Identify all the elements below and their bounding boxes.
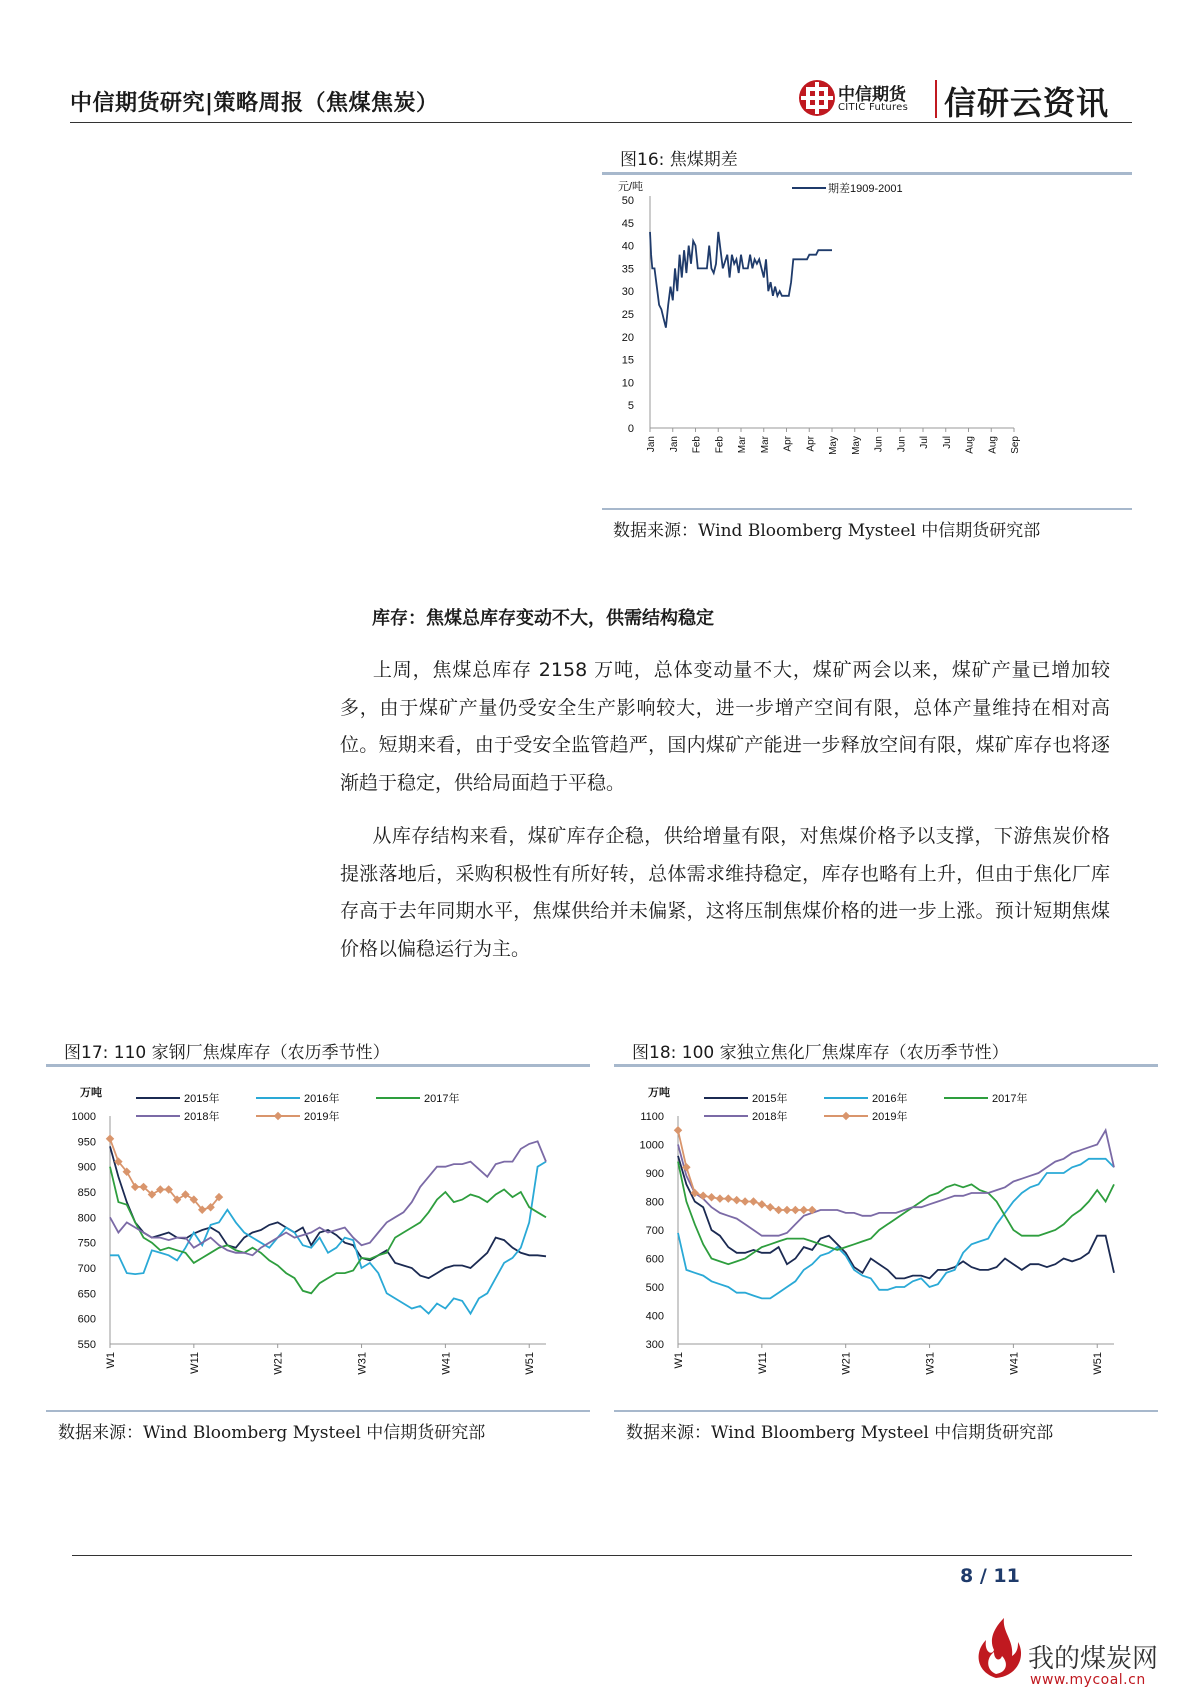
x-tick-label: W11	[756, 1352, 769, 1374]
data-point	[131, 1183, 139, 1191]
fig17-title: 图17: 110 家钢厂焦煤库存（农历季节性）	[64, 1043, 390, 1063]
x-tick-label: Mar	[737, 436, 748, 454]
y-tick-label: 800	[645, 1196, 664, 1209]
x-tick-label: W41	[1008, 1352, 1021, 1375]
data-point	[716, 1194, 724, 1202]
paragraph-1-text: 上周，焦煤总库存 2158 万吨，总体变动量不大，煤矿两会以来，煤矿产量已增加较多，由于煤矿产量仍受安全生产影响较大，进一步增产空间有限，总体产量维持在相对高位。短期来看，由于受安全监管趋严，国内煤矿产能进一步释放空间有限，煤矿库存也将逐渐趋于稳定，供给局面趋于平稳。	[340, 659, 1110, 794]
y-tick-label: 40	[621, 240, 634, 253]
fig18-bottom-rule	[614, 1410, 1158, 1412]
paragraph-2-text: 从库存结构来看，煤矿库存企稳，供给增量有限，对焦煤价格予以支撑，下游焦炭价格提涨落地后，采购积极性有所好转，总体需求维持稳定，库存也略有上升，但由于焦化厂库存高于去年同期水平，焦煤供给并未偏紧，这将压制焦煤价格的进一步上涨。预计短期焦煤价格以偏稳运行为主。	[340, 825, 1110, 960]
series-line	[650, 232, 832, 328]
data-point	[766, 1203, 774, 1211]
data-point	[749, 1197, 757, 1205]
x-tick-label: Feb	[691, 436, 703, 454]
data-point	[741, 1197, 749, 1205]
legend-label: 2016年	[872, 1093, 908, 1105]
fig18-source: 数据来源：Wind Bloomberg Mysteel 中信期货研究部	[626, 1423, 1054, 1443]
data-point	[106, 1135, 114, 1143]
x-tick-label: Apr	[805, 436, 817, 452]
data-point	[156, 1185, 164, 1193]
x-tick-label: W1	[673, 1352, 685, 1369]
citic-logo-icon	[797, 78, 837, 118]
y-tick-label: 30	[621, 286, 634, 299]
y-tick-label: 600	[77, 1313, 96, 1326]
x-tick-label: Jul	[941, 436, 953, 449]
series-line	[678, 1130, 1114, 1235]
header-divider	[70, 122, 1132, 123]
x-tick-label: W31	[356, 1352, 369, 1375]
legend-label: 2017年	[992, 1093, 1028, 1105]
data-point	[181, 1190, 189, 1198]
legend-label: 2019年	[304, 1111, 340, 1123]
fig18-chart	[614, 1072, 1158, 1402]
data-point	[774, 1206, 782, 1214]
y-tick-label: 700	[645, 1225, 664, 1237]
logo-text-en: CITIC Futures	[838, 102, 909, 113]
fig16-title: 图16: 焦煤期差	[620, 150, 738, 170]
y-tick-label: 900	[77, 1161, 96, 1174]
y-tick-label: 900	[645, 1168, 664, 1180]
fig16-source: 数据来源：Wind Bloomberg Mysteel 中信期货研究部	[613, 521, 1041, 541]
fig18-top-rule	[614, 1064, 1158, 1067]
page-number: 8 / 11	[960, 1565, 1020, 1587]
x-tick-label: Jul	[919, 436, 930, 449]
y-tick-label: 400	[645, 1310, 664, 1323]
y-tick-label: 550	[77, 1339, 96, 1351]
x-tick-label: Mar	[759, 436, 771, 454]
y-tick-label: 20	[621, 331, 634, 344]
x-tick-label: W21	[272, 1352, 285, 1375]
legend-label: 2017年	[424, 1093, 460, 1105]
watermark-text: 我的煤炭网	[1028, 1644, 1159, 1674]
legend-label: 2019年	[872, 1111, 908, 1123]
x-tick-label: W31	[924, 1352, 937, 1375]
y-tick-label: 950	[77, 1136, 96, 1149]
y-tick-label: 50	[621, 195, 634, 207]
x-tick-label: May	[828, 436, 839, 455]
x-tick-label: Jan	[646, 436, 657, 453]
legend-marker	[842, 1112, 850, 1120]
x-tick-label: Aug	[964, 436, 976, 454]
x-tick-label: Aug	[987, 436, 999, 454]
data-point	[791, 1206, 799, 1214]
x-tick-label: Feb	[714, 436, 726, 454]
watermark-url: www.mycoal.cn	[1030, 1672, 1146, 1688]
fig18-title: 图18: 100 家独立焦化厂焦煤库存（农历季节性）	[632, 1043, 1009, 1063]
y-tick-label: 1100	[640, 1111, 664, 1123]
y-tick-label: 35	[621, 263, 634, 276]
y-tick-label: 1000	[71, 1111, 96, 1123]
legend-label: 2016年	[304, 1093, 340, 1105]
legend-label: 2018年	[184, 1111, 220, 1123]
flame-logo-icon	[968, 1612, 1024, 1682]
y-tick-label: 650	[77, 1288, 96, 1301]
logo-separator	[935, 80, 937, 118]
legend-label: 2015年	[184, 1093, 220, 1105]
fig17-chart	[46, 1072, 590, 1402]
y-tick-label: 5	[627, 400, 634, 413]
y-tick-label: 25	[621, 309, 634, 321]
legend-label: 2015年	[752, 1093, 788, 1105]
data-point	[707, 1193, 715, 1201]
y-tick-label: 1000	[639, 1139, 664, 1152]
x-tick-label: W21	[840, 1352, 853, 1375]
x-tick-label: Sep	[1010, 436, 1021, 454]
y-tick-label: 600	[645, 1253, 664, 1266]
footer-divider	[72, 1555, 1132, 1556]
fig17-top-rule	[46, 1064, 590, 1067]
x-tick-label: Apr	[782, 436, 794, 452]
x-tick-label: Jun	[873, 436, 885, 453]
x-tick-label: W51	[1092, 1352, 1105, 1375]
fig17-bottom-rule	[46, 1410, 590, 1412]
paragraph-1	[340, 652, 1110, 802]
logo-text-cn: 中信期货	[838, 85, 906, 105]
y-tick-label: 850	[77, 1187, 96, 1199]
paragraph-2	[340, 818, 1110, 968]
legend-marker	[274, 1112, 282, 1120]
y-tick-label: 45	[621, 217, 634, 230]
data-point	[699, 1192, 707, 1200]
data-point	[732, 1196, 740, 1204]
y-tick-label: 10	[621, 377, 634, 390]
x-tick-label: Jan	[668, 436, 680, 453]
y-axis-label: 万吨	[80, 1087, 102, 1099]
data-point	[724, 1194, 732, 1202]
y-tick-label: 15	[621, 354, 634, 367]
data-point	[800, 1206, 808, 1214]
x-tick-label: W11	[188, 1352, 201, 1374]
data-point	[674, 1126, 682, 1134]
x-tick-label: W51	[524, 1352, 537, 1375]
x-tick-label: May	[850, 436, 862, 455]
fig16-chart	[602, 180, 1132, 500]
y-tick-label: 700	[77, 1263, 96, 1275]
data-point	[783, 1206, 791, 1214]
header-title: 中信期货研究|策略周报（焦煤焦炭）	[70, 91, 439, 116]
y-tick-label: 0	[627, 423, 634, 435]
y-axis-label: 元/吨	[618, 181, 644, 193]
brand-name: 信研云资讯	[944, 84, 1110, 122]
fig16-bottom-rule	[602, 508, 1132, 510]
y-tick-label: 500	[645, 1282, 664, 1294]
legend-label: 2018年	[752, 1111, 788, 1123]
fig16-top-rule	[602, 172, 1132, 175]
y-tick-label: 300	[645, 1339, 664, 1351]
y-tick-label: 800	[77, 1212, 96, 1225]
fig17-source: 数据来源：Wind Bloomberg Mysteel 中信期货研究部	[58, 1423, 486, 1443]
data-point	[758, 1200, 766, 1208]
x-tick-label: W41	[440, 1352, 453, 1375]
legend-label: 期差1909-2001	[828, 183, 903, 195]
y-axis-label: 万吨	[648, 1087, 670, 1099]
section-heading: 库存：焦煤总库存变动不大，供需结构稳定	[372, 608, 714, 629]
x-tick-label: Jun	[896, 436, 908, 453]
y-tick-label: 750	[77, 1237, 96, 1250]
x-tick-label: W1	[105, 1352, 117, 1369]
